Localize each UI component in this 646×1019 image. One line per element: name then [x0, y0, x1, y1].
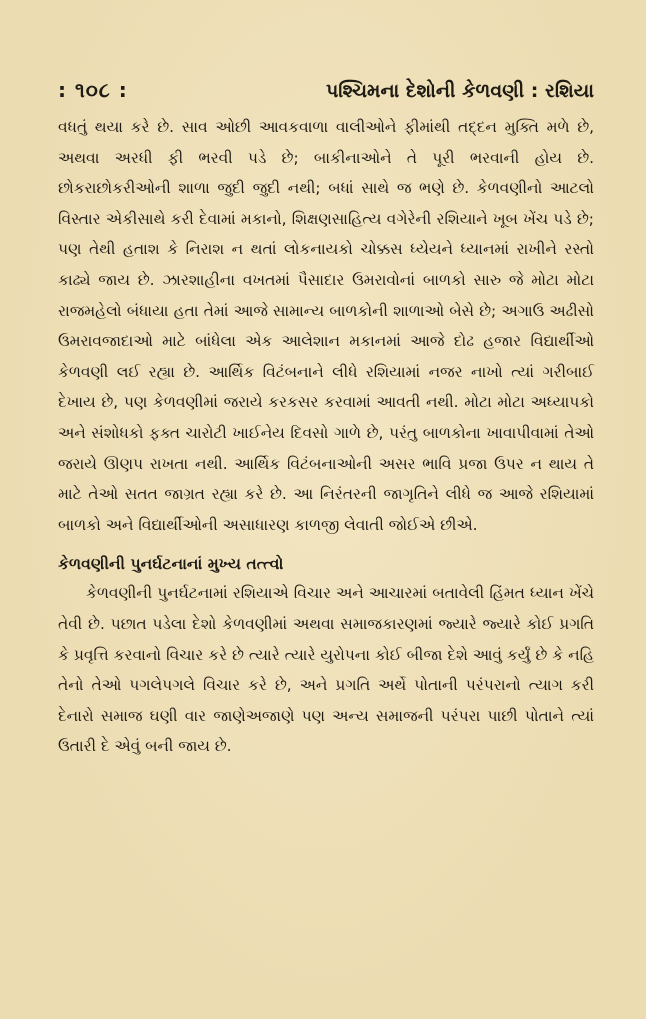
body-paragraph: કેળવણીની પુનર્ઘટનામાં રશિયાએ વિચાર અને આચારમાં બતાવેલી હિંમત ધ્યાન ખેંચે તેવી છે. પછાત પડેલા દેશો કેળવણીમાં અથવા સમાજકારણમાં જ્યારે જ્યારે કોઈ પ્રગતિ કે પ્રવૃત્તિ કરવાનો વિચાર કરે છે ત્યારે ત્યારે યુરોપના કોઈ બીજા દેશે આવું કર્યું છે કે નહિ તેનો તેઓ પગલેપગલે વિચાર કરે છે, અને પ્રગતિ અર્થે પોતાની પરંપરાનો ત્યાગ કરી દેનારો સમાજ ઘણી વાર જાણેઅજાણે પણ અન્ય સમાજની પરંપરા પાછી પોતાને ત્યાં ઉતારી દે એવું બની જાય છે.	[58, 584, 594, 756]
section-heading: કેળવણીની પુનર્ઘટનાનાં મુખ્ય તત્ત્વો	[58, 555, 284, 574]
running-title: પશ્ચિમના દેશોની કેળવણી : રશિયા	[325, 80, 594, 102]
page-header	[58, 78, 594, 108]
body-paragraph: વધતું થયા કરે છે. સાવ ઓછી આવકવાળા વાલીઓને ફીમાંથી તદ્દન મુક્તિ મળે છે, અથવા અરધી ફી ભરવી પડે છે; બાકીનાઓને તે પૂરી ભરવાની હોય છે. છોકરાછોકરીઓની શાળા જુદી જુદી નથી; બધાં સાથે જ ભણે છે. કેળવણીનો આટલો વિસ્તાર એકીસાથે કરી દેવામાં મકાનો, શિક્ષણસાહિત્ય વગેરેની રશિયાને ખૂબ ખેંચ પડે છે; પણ તેથી હતાશ કે નિરાશ ન થતાં લોકનાયકો ચોક્કસ ધ્યેયને ધ્યાનમાં રાખીને રસ્તો કાઢ્યે જાય છે. ઝારશાહીના વખતમાં પૈસાદાર ઉમરાવોનાં બાળકો સારુ જે મોટા મોટા રાજમહેલો બંધાયા હતા તેમાં આજે સામાન્ય બાળકોની શાળાઓ બેસે છે; અગાઉ અઢીસો ઉમરાવજાદાઓ માટે બાંધેલા એક આલેશાન મકાનમાં આજે દોઢ હજાર વિદ્યાર્થીઓ કેળવણી લઈ રહ્યા છે. આર્થિક વિટંબનાને લીધે રશિયામાં નજર નાખો ત્યાં ગરીબાઈ દેખાય છે, પણ કેળવણીમાં જરાયે કરકસર કરવામાં આવતી નથી. મોટા મોટા અધ્યાપકો અને સંશોધકો ફક્ત ચારોટી ખાઈનેય દિવસો ગાળે છે, પરંતુ બાળકોના ખાવાપીવામાં તેઓ જરાયે ઊણપ રાખતા નથી. આર્થિક વિટંબનાઓની અસર ભાવિ પ્રજા ઉપર ન થાય તે માટે તેઓ સતત જાગ્રત રહ્યા કરે છે. આ નિરંતરની જાગૃતિને લીધે જ આજે રશિયામાં બાળકો અને વિદ્યાર્થીઓની અસાધારણ કાળજી લેવાતી જોઈએ છીએ.	[58, 118, 594, 534]
page-number: : ૧૦૮ :	[58, 78, 128, 102]
